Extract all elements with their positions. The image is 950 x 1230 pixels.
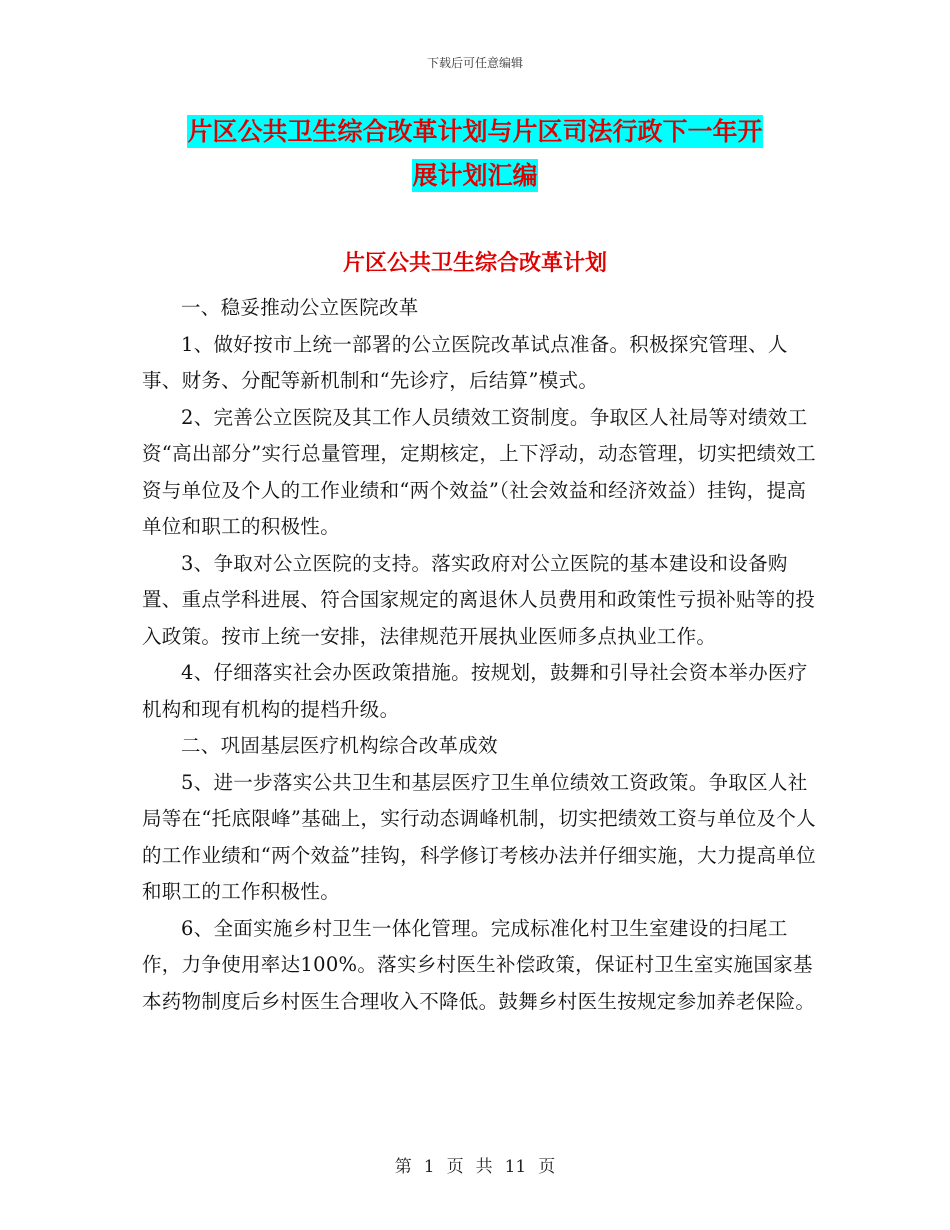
- title-line-2: 展计划汇编: [412, 161, 538, 190]
- title-line-1: 片区公共卫生综合改革计划与片区司法行政下一年开: [187, 117, 763, 146]
- paragraph: 1、做好按市上统一部署的公立医院改革试点准备。积极探究管理、人事、财务、分配等新机制和“先诊疗，后结算”模式。: [142, 332, 788, 392]
- footer-total-label: 共: [475, 1157, 493, 1177]
- footer-page-label: 页: [446, 1157, 464, 1177]
- paragraph-heading-1: 一、稳妥推动公立医院改革: [181, 296, 419, 319]
- section-title: 片区公共卫生综合改革计划: [342, 250, 607, 276]
- paragraph: 2、完善公立医院及其工作人员绩效工资制度。争取区人社局等对绩效工资“高出部分”实行总量管理，定期核定，上下浮动，动态管理，切实把绩效工资与单位及个人的工作业绩和“两个效益”（社会效益和经济效益）挂钩，提高单位和职工的积极性。: [142, 405, 816, 538]
- header-note: 下载后可任意编辑: [426, 56, 523, 70]
- paragraph: 5、进一步落实公共卫生和基层医疗卫生单位绩效工资政策。争取区人社局等在“托底限峰”基础上，实行动态调峰机制，切实把绩效工资与单位及个人的工作业绩和“两个效益”挂钩，科学修订考核办法并仔细实施，大力提高单位和职工的工作积极性。: [142, 770, 816, 903]
- paragraph: 4、仔细落实社会办医政策措施。按规划，鼓舞和引导社会资本举办医疗机构和现有机构的提档升级。: [142, 661, 808, 721]
- paragraph-heading-2: 二、巩固基层医疗机构综合改革成效: [181, 734, 498, 757]
- page-footer: [0, 1152, 950, 1177]
- body-text: [142, 290, 822, 1020]
- footer-prefix: 第: [394, 1157, 412, 1177]
- footer-suffix: 页: [538, 1157, 556, 1177]
- paragraph: 6、全面实施乡村卫生一体化管理。完成标准化村卫生室建设的扫尾工作，力争使用率达100%。落实乡村医生补偿政策，保证村卫生室实施国家基本药物制度后乡村医生合理收入不降低。鼓舞乡村医生按规定参加养老保险。: [142, 916, 816, 1013]
- document-title: [0, 110, 950, 198]
- paragraph: 3、争取对公立医院的支持。落实政府对公立医院的基本建设和设备购置、重点学科进展、符合国家规定的离退休人员费用和政策性亏损补贴等的投入政策。按市上统一安排，法律规范开展执业医师多点执业工作。: [142, 551, 816, 648]
- footer-total-pages: 11: [504, 1157, 527, 1177]
- footer-page-number: 1: [423, 1157, 435, 1177]
